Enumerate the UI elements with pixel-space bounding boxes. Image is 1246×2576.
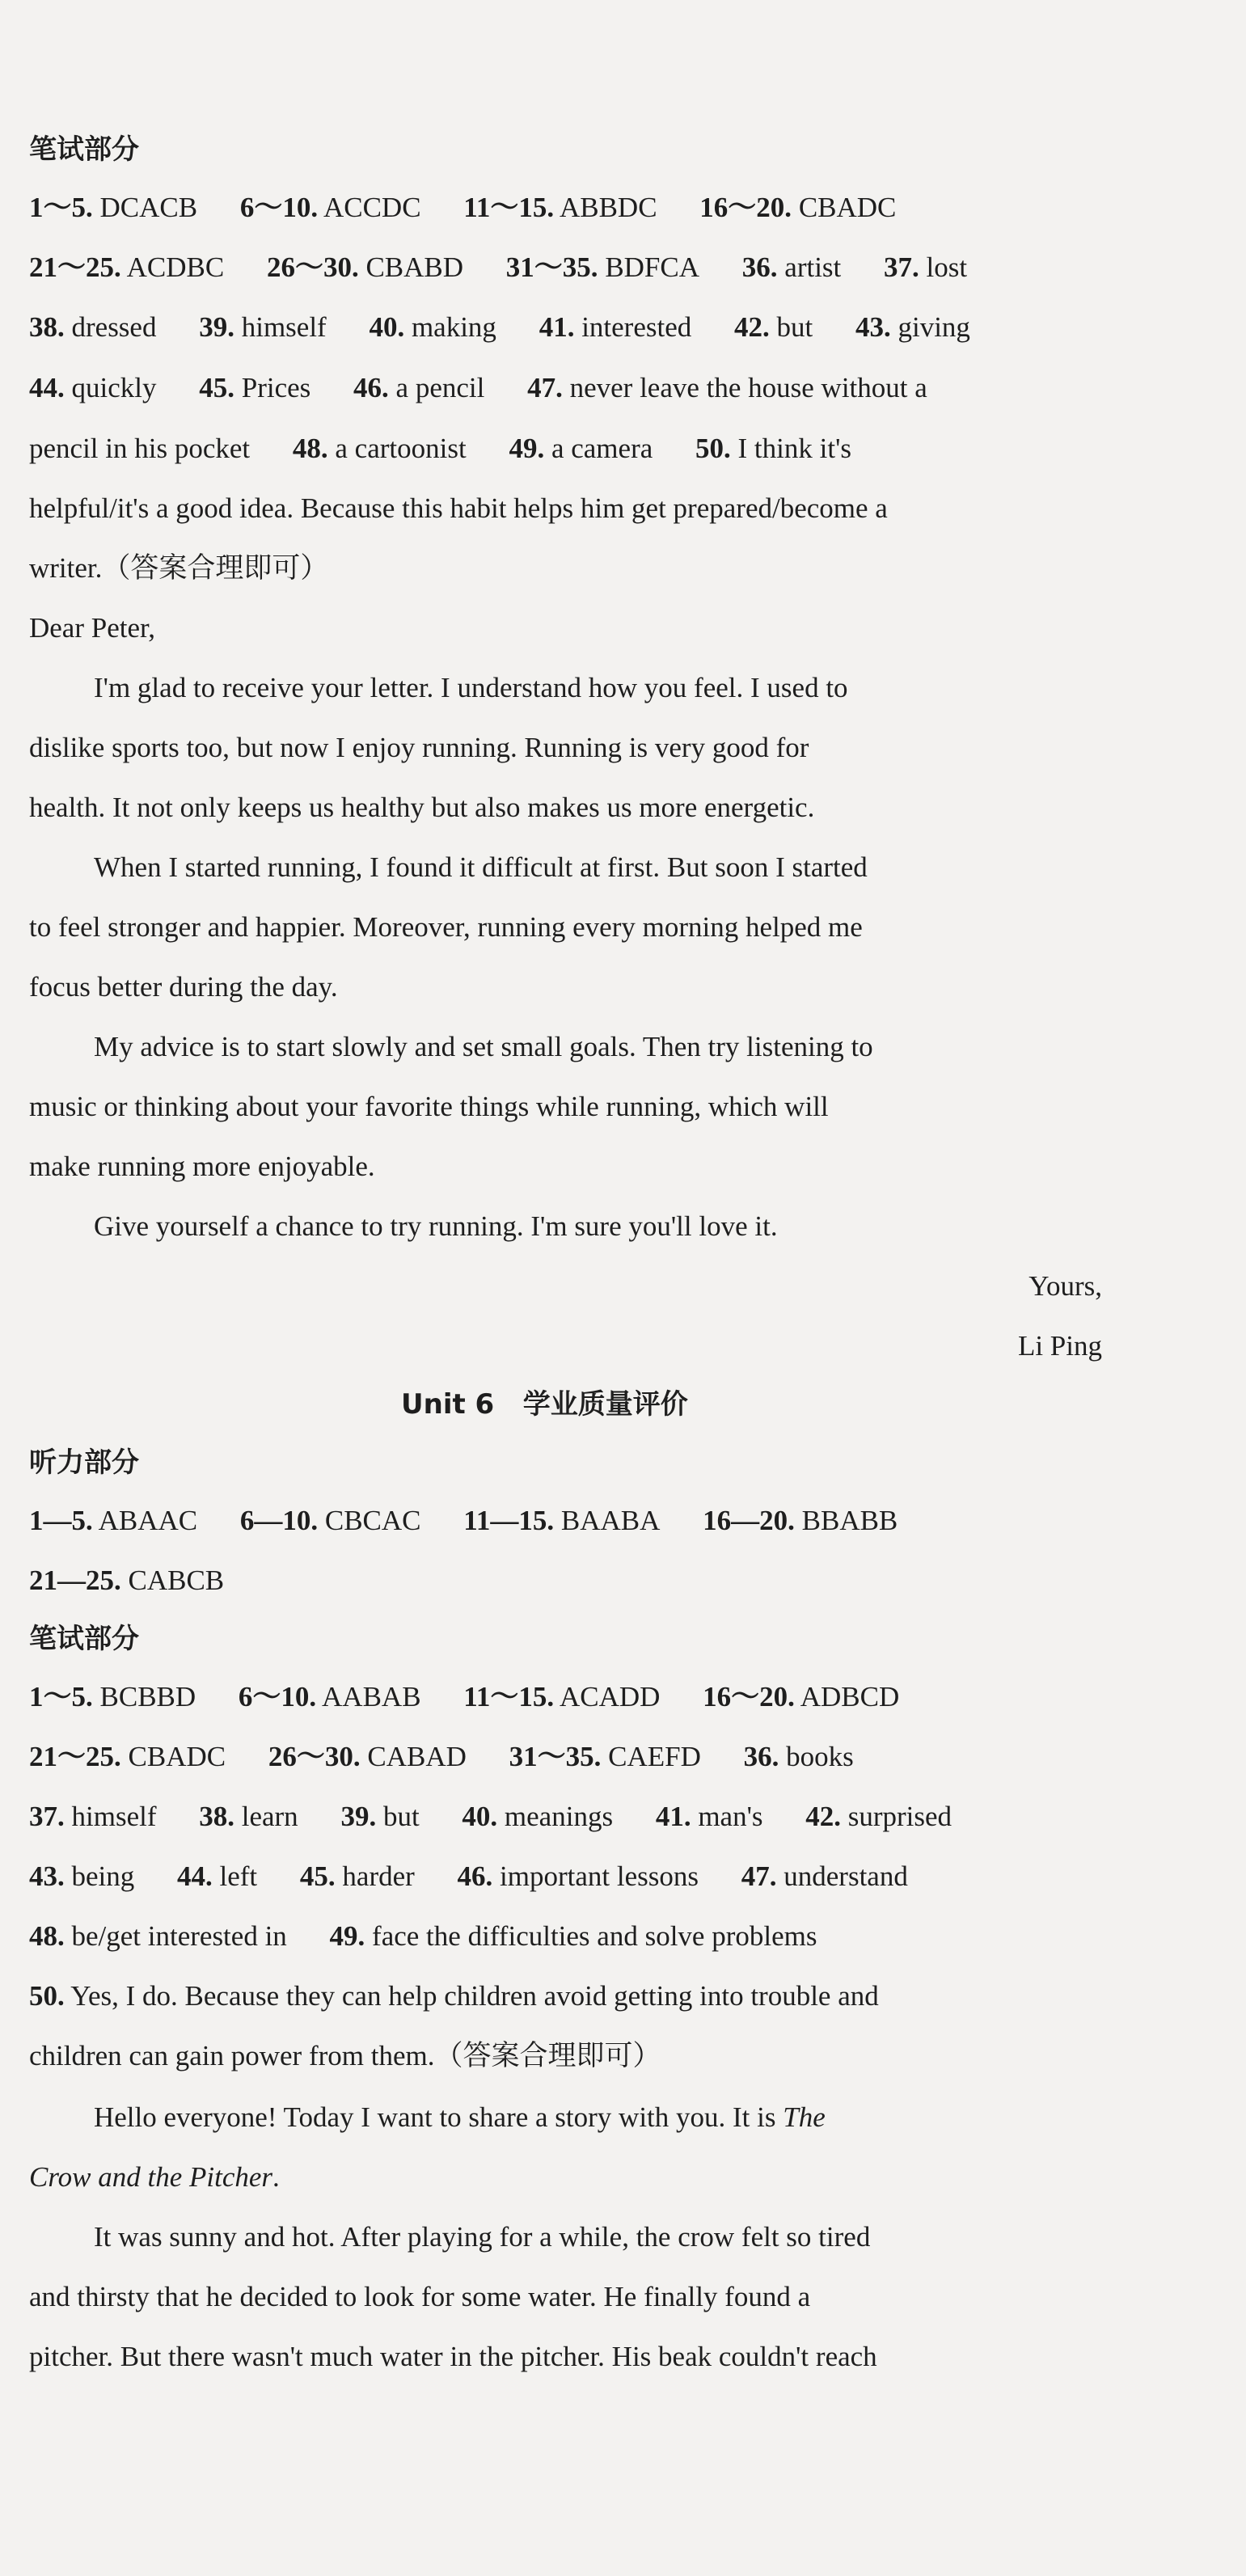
answer: left: [219, 1860, 258, 1892]
answer: dressed: [71, 311, 157, 343]
answer: ABAAC: [98, 1505, 198, 1536]
answer: being: [71, 1860, 135, 1892]
answer: artist: [784, 251, 842, 283]
letter-line: My advice is to start slowly and set small goals. Then try listening to: [94, 1031, 873, 1062]
q-range: 1～5.: [29, 192, 93, 223]
story-title-line: [29, 2157, 280, 2198]
answer: never leave the house without a: [569, 372, 927, 403]
answer: BBABB: [801, 1505, 898, 1536]
q-number: 40.: [369, 311, 405, 343]
q-range: 11—15.: [463, 1505, 555, 1536]
answer-row: [29, 1677, 935, 1717]
q-range: 16—20.: [703, 1505, 795, 1536]
q-number: 37.: [884, 251, 919, 283]
q-range: 26～30.: [266, 251, 359, 283]
q-number: 37.: [29, 1801, 65, 1832]
listening-section-heading: 听力部分: [29, 1446, 139, 1479]
answer-row: [29, 1976, 879, 2016]
story-line: pitcher. But there wasn't much water in the pitcher. His beak couldn't reach: [29, 2341, 877, 2372]
answer: ABBDC: [559, 192, 657, 223]
answer: a cartoonist: [335, 433, 467, 464]
letter-closing: Yours,: [1028, 1270, 1102, 1302]
q-number: 47.: [527, 372, 563, 403]
answer-row-6: helpful/it's a good idea. Because this habit helps him get prepared/become a: [29, 492, 888, 524]
answer: himself: [241, 311, 327, 343]
answer: quickly: [71, 372, 157, 403]
story-line: and thirsty that he decided to look for some water. He finally found a: [29, 2281, 811, 2312]
answer-row-1: [29, 188, 931, 228]
letter-line: make running more enjoyable.: [29, 1151, 375, 1182]
answer: important lessons: [500, 1860, 699, 1892]
answer-row: [29, 1856, 944, 1897]
written-section-heading: 笔试部分: [29, 133, 139, 166]
q-number: 45.: [299, 1860, 336, 1892]
q-range: 11～15.: [463, 1681, 555, 1712]
q-number: 48.: [29, 1920, 65, 1952]
q-number: 40.: [462, 1801, 498, 1832]
q-range: 16～20.: [699, 192, 792, 223]
answer-row: [29, 1797, 987, 1837]
answer: interested: [581, 311, 692, 343]
letter-line: health. It not only keeps us healthy but also makes us more energetic.: [29, 792, 815, 823]
answer: a pencil: [395, 372, 485, 403]
answer: ACDBC: [126, 251, 225, 283]
letter-line: Give yourself a chance to try running. I'm sure you'll love it.: [94, 1210, 778, 1242]
q-number: 43.: [29, 1860, 65, 1892]
q-number: 44.: [29, 372, 65, 403]
q-number: 41.: [539, 311, 575, 343]
q-range: 1—5.: [29, 1505, 93, 1536]
letter-greeting: Dear Peter,: [29, 612, 156, 644]
answer: ACADD: [559, 1681, 661, 1712]
answer: CABCB: [128, 1565, 225, 1596]
answer: DCACB: [99, 192, 198, 223]
answer: CBCAC: [324, 1505, 421, 1536]
q-number: 48.: [292, 433, 328, 464]
q-range: 6～10.: [239, 192, 319, 223]
q-number: 42.: [805, 1801, 841, 1832]
answer-row: [29, 1737, 889, 1777]
q-number: 49.: [509, 433, 545, 464]
q-number: 46.: [353, 372, 389, 403]
story-intro: [94, 2097, 826, 2138]
q-number: 49.: [329, 1920, 365, 1952]
answer: man's: [698, 1801, 763, 1832]
story-intro-text: Hello everyone! Today I want to share a story with you. It is: [94, 2101, 776, 2133]
answer: giving: [898, 311, 970, 343]
answer-row-7: writer.（答案合理即可）: [29, 552, 329, 584]
story-title-end: .: [272, 2161, 280, 2193]
answer-row: [29, 1501, 933, 1541]
story-title-part: The: [783, 2101, 826, 2133]
unit-title: [401, 1384, 688, 1425]
q-range: 31～35.: [505, 251, 598, 283]
answer: Yes, I do. Because they can help children avoid getting into trouble and: [70, 1980, 879, 2012]
q-number: 46.: [457, 1860, 493, 1892]
q-range: 31～35.: [509, 1741, 602, 1772]
answer: books: [786, 1741, 854, 1772]
letter-line: I'm glad to receive your letter. I understand how you feel. I used to: [94, 672, 848, 703]
q-number: 42.: [734, 311, 770, 343]
answer: be/get interested in: [71, 1920, 287, 1952]
q-number: 50.: [29, 1980, 65, 2012]
answer: Prices: [241, 372, 311, 403]
answer: I think it's: [737, 433, 851, 464]
answer: CBADC: [128, 1741, 226, 1772]
answer-row: [29, 1916, 852, 1957]
answer: harder: [342, 1860, 415, 1892]
q-range: 11～15.: [463, 192, 555, 223]
q-number: 39.: [340, 1801, 377, 1832]
answer: making: [411, 311, 496, 343]
q-range: 6—10.: [239, 1505, 319, 1536]
answer: ADBCD: [800, 1681, 900, 1712]
q-number: 36.: [743, 1741, 779, 1772]
q-range: 16～20.: [703, 1681, 795, 1712]
letter-line: music or thinking about your favorite things while running, which will: [29, 1091, 829, 1122]
q-number: 41.: [655, 1801, 691, 1832]
answer-row-2: [29, 247, 1003, 288]
letter-line: When I started running, I found it difficult at first. But soon I started: [94, 851, 868, 883]
answer: CBADC: [798, 192, 897, 223]
answer: BCBBD: [99, 1681, 196, 1712]
answer: CAEFD: [608, 1741, 701, 1772]
answer: but: [776, 311, 813, 343]
answer: meanings: [504, 1801, 614, 1832]
answer: but: [382, 1801, 420, 1832]
q-range: 21～25.: [29, 1741, 121, 1772]
q-number: 39.: [199, 311, 234, 343]
answer-continued: pencil in his pocket: [29, 433, 251, 464]
answer-row: [29, 1560, 260, 1601]
letter-signature: Li Ping: [1017, 1330, 1102, 1362]
unit-name: 学业质量评价: [522, 1388, 688, 1421]
unit-number: Unit 6: [401, 1388, 495, 1421]
answer: understand: [784, 1860, 908, 1892]
answer: AABAB: [322, 1681, 421, 1712]
q-range: 21～25.: [29, 251, 121, 283]
story-line: It was sunny and hot. After playing for a while, the crow felt so tired: [94, 2221, 871, 2253]
answer: himself: [71, 1801, 157, 1832]
answer: BDFCA: [605, 251, 700, 283]
answer: CABAD: [367, 1741, 467, 1772]
story-title: Crow and the Pitcher: [29, 2161, 273, 2193]
q-number: 38.: [29, 311, 65, 343]
q-range: 1～5.: [29, 1681, 93, 1712]
answer: ACCDC: [323, 192, 421, 223]
q-range: 6～10.: [238, 1681, 317, 1712]
q-number: 43.: [855, 311, 891, 343]
answer: learn: [241, 1801, 298, 1832]
letter-line: to feel stronger and happier. Moreover, running every morning helped me: [29, 911, 863, 943]
q-range: 21—25.: [29, 1565, 121, 1596]
q-number: 45.: [199, 372, 234, 403]
answer: lost: [926, 251, 968, 283]
answer-row-4: [29, 368, 927, 408]
answer: a camera: [551, 433, 653, 464]
q-number: 44.: [177, 1860, 213, 1892]
q-number: 36.: [741, 251, 778, 283]
written-section-heading: 笔试部分: [29, 1623, 139, 1655]
q-range: 26～30.: [268, 1741, 361, 1772]
answer-row: children can gain power from them.（答案合理即可）: [29, 2040, 661, 2071]
letter-line: dislike sports too, but now I enjoy running. Running is very good for: [29, 732, 809, 763]
answer-row-3: [29, 307, 1006, 348]
q-number: 50.: [695, 433, 731, 464]
answer: surprised: [847, 1801, 952, 1832]
answer: BAABA: [560, 1505, 661, 1536]
letter-line: focus better during the day.: [29, 971, 338, 1003]
answer: CBABD: [365, 251, 464, 283]
q-number: 38.: [199, 1801, 234, 1832]
q-number: 47.: [741, 1860, 777, 1892]
answer: face the difficulties and solve problems: [372, 1920, 817, 1952]
answer-row-5: [29, 429, 851, 469]
